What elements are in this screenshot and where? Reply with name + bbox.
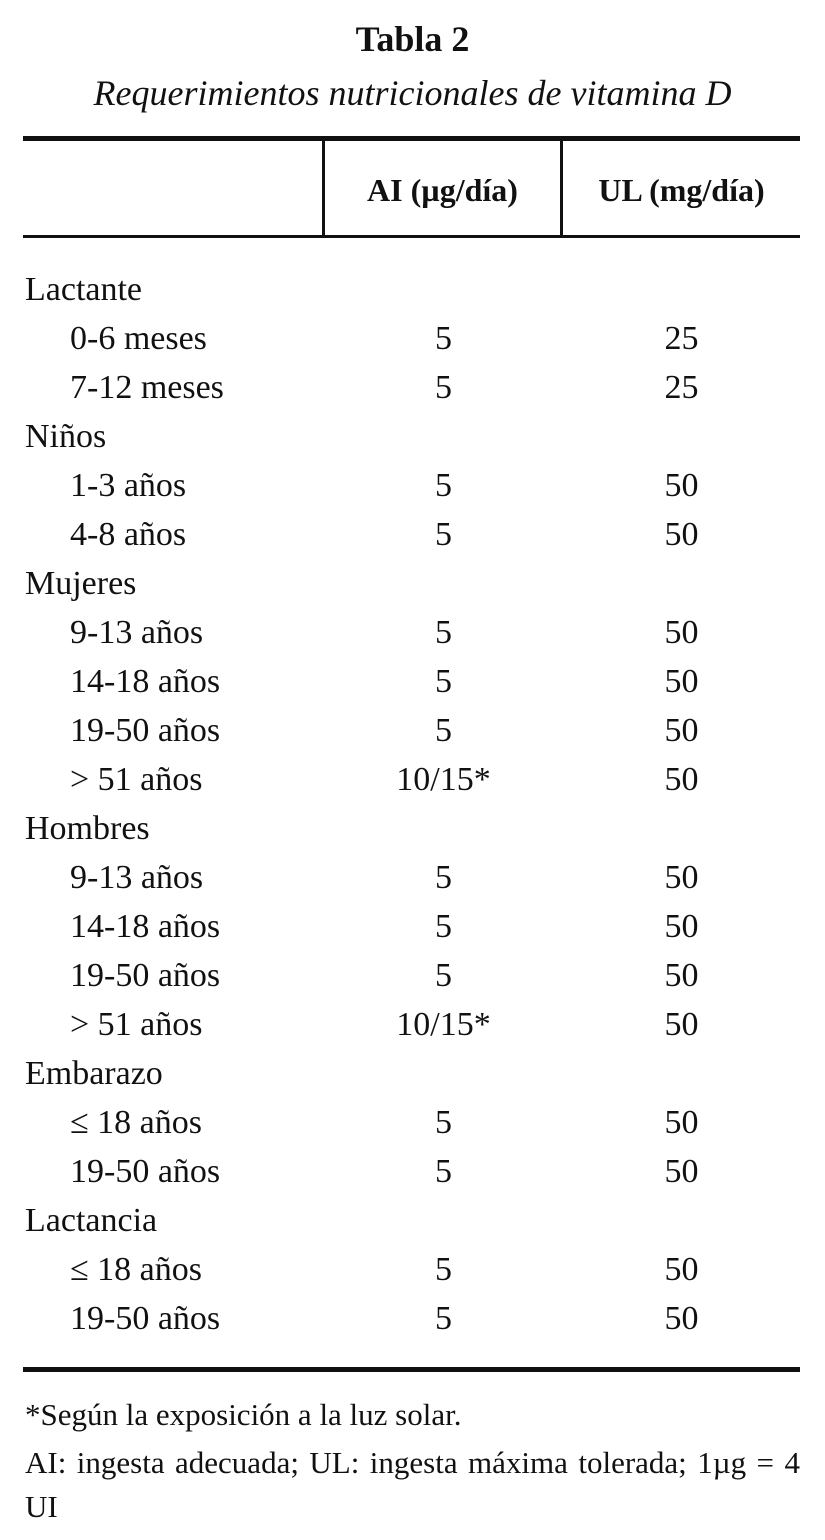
table-row (0, 853, 825, 902)
ai-value: 5 (435, 369, 452, 406)
footnote-exposure: *Según la exposición a la luz solar. (25, 1397, 462, 1432)
group-label: Hombres (25, 810, 150, 847)
table-row (0, 510, 825, 559)
ul-value: 25 (664, 320, 699, 357)
table-row (0, 1000, 825, 1049)
group-label: Lactante (25, 271, 143, 308)
ai-value: 5 (435, 712, 452, 749)
ul-value: 50 (664, 614, 699, 651)
table-row (0, 706, 825, 755)
ul-value: 50 (664, 1104, 699, 1141)
row-label: 0-6 meses (70, 320, 207, 357)
footnote-abbreviations: AI: ingesta adecuada; UL: ingesta máxima tolerada; 1µg = 4 UI (25, 1445, 800, 1524)
header-ul: UL (mg/día) (598, 172, 765, 208)
row-label: ≤ 18 años (70, 1104, 202, 1141)
ai-value: 5 (435, 957, 452, 994)
table-row (0, 314, 825, 363)
table-subtitle: Requerimientos nutricionales de vitamina D (93, 73, 732, 113)
group-label: Niños (25, 418, 107, 455)
header-ai: AI (µg/día) (367, 172, 518, 208)
table-row (0, 951, 825, 1000)
ai-value: 5 (435, 1251, 452, 1288)
ul-value: 50 (664, 1300, 699, 1337)
ul-value: 50 (664, 1153, 699, 1190)
group-row (0, 1049, 825, 1098)
row-label: 4-8 años (70, 516, 187, 553)
row-label: ≤ 18 años (70, 1251, 202, 1288)
group-label: Embarazo (25, 1055, 163, 1092)
table-row (0, 1098, 825, 1147)
ai-value: 5 (435, 614, 452, 651)
ul-value: 50 (664, 859, 699, 896)
table-row (0, 1245, 825, 1294)
table-row (0, 755, 825, 804)
table-bottom-rule (23, 1367, 800, 1372)
ai-value: 5 (435, 908, 452, 945)
table-row (0, 902, 825, 951)
row-label: 1-3 años (70, 467, 187, 504)
table-row (0, 657, 825, 706)
ul-value: 50 (664, 516, 699, 553)
ul-value: 50 (664, 957, 699, 994)
row-label: 14-18 años (70, 663, 221, 700)
ai-value: 5 (435, 467, 452, 504)
ul-value: 50 (664, 712, 699, 749)
table-row (0, 1294, 825, 1343)
ul-value: 50 (664, 1251, 699, 1288)
group-label: Mujeres (25, 565, 137, 602)
group-row (0, 804, 825, 853)
row-label: 9-13 años (70, 859, 204, 896)
ai-value: 5 (435, 320, 452, 357)
row-label: 14-18 años (70, 908, 221, 945)
ai-value: 5 (435, 1153, 452, 1190)
ul-value: 50 (664, 663, 699, 700)
group-row (0, 412, 825, 461)
group-row (0, 265, 825, 314)
table-row (0, 608, 825, 657)
row-label: 7-12 meses (70, 369, 224, 406)
group-label: Lactancia (25, 1202, 158, 1239)
row-label: 19-50 años (70, 957, 221, 994)
ai-value: 10/15* (396, 1006, 491, 1043)
table-top-rule (23, 136, 800, 141)
table-body (0, 265, 825, 1343)
header-bottom-rule (23, 235, 800, 238)
row-label: > 51 años (70, 761, 203, 798)
ul-value: 50 (664, 1006, 699, 1043)
row-label: 9-13 años (70, 614, 204, 651)
ul-value: 50 (664, 761, 699, 798)
ai-value: 5 (435, 1104, 452, 1141)
ul-value: 50 (664, 467, 699, 504)
ai-value: 5 (435, 1300, 452, 1337)
ai-value: 5 (435, 516, 452, 553)
table-row (0, 461, 825, 510)
row-label: 19-50 años (70, 1153, 221, 1190)
row-label: 19-50 años (70, 1300, 221, 1337)
table-title: Tabla 2 (355, 19, 470, 59)
group-row (0, 559, 825, 608)
ul-value: 50 (664, 908, 699, 945)
group-row (0, 1196, 825, 1245)
table-row (0, 363, 825, 412)
ai-value: 5 (435, 859, 452, 896)
row-label: 19-50 años (70, 712, 221, 749)
ai-value: 5 (435, 663, 452, 700)
table-row (0, 1147, 825, 1196)
ul-value: 25 (664, 369, 699, 406)
ai-value: 10/15* (396, 761, 491, 798)
row-label: > 51 años (70, 1006, 203, 1043)
